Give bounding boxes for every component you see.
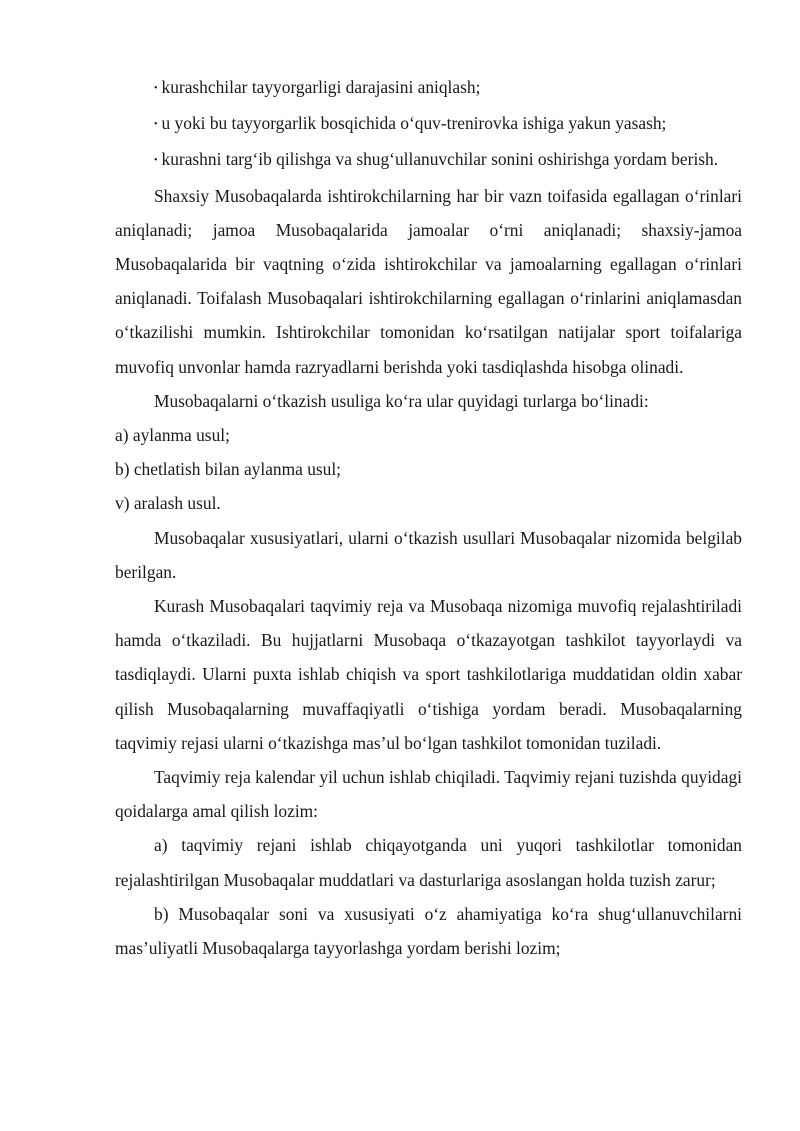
- method-item: a) aylanma usul;: [115, 425, 230, 446]
- bullet-icon: •: [154, 155, 158, 167]
- paragraph-plan-rules-intro: Taqvimiy reja kalendar yil uchun ishlab chiqiladi. Taqvimiy rejani tuzishda quyidagi qoidalarga amal qilish lozim:: [115, 767, 742, 822]
- bullet-icon: •: [154, 119, 158, 131]
- method-item: v) aralash usul.: [115, 493, 221, 514]
- paragraph-competition-types: Shaxsiy Musobaqalarda ishtirokchilarning har bir vazn toifasida egallagan o‘rinlari aniqlanadi; jamoa Musobaqalarida jamoalar o‘rni aniqlanadi; shaxsiy-jamoa Musobaqalarida bir vaqtning o‘zida ishtirokchilar va jamoalarning egallagan o‘rinlari aniqlanadi. Toifalash Musobaqalari ishtirokchilarning egallagan o‘rinlarini aniqlamasdan o‘tkazilishi mumkin. Ishtirokchilar tomonidan ko‘rsatilgan natijalar sport toifalariga muvofiq unvonlar hamda razryadlarni berishda yoki tasdiqlashda hisobga olinadi.: [115, 185, 742, 377]
- bullet-text: kurashchilar tayyorgarligi darajasini aniqlash;: [161, 77, 481, 97]
- paragraph-methods-intro: Musobaqalarni o‘tkazish usuliga ko‘ra ular quyidagi turlarga bo‘linadi:: [154, 390, 649, 411]
- bullet-item: [115, 142, 742, 178]
- bullet-text: u yoki bu tayyorgarlik bosqichida o‘quv-trenirovka ishiga yakun yasash;: [161, 113, 667, 134]
- paragraph-rule-b: b) Musobaqalar soni va xususiyati o‘z ahamiyatiga ko‘ra shug‘ullanuvchilarni mas’uliyatli Musobaqalarga tayyorlashga yordam berishi lozim;: [115, 903, 742, 959]
- document-page: [115, 70, 742, 965]
- paragraph-calendar-plan: Kurash Musobaqalari taqvimiy reja va Musobaqa nizomiga muvofiq rejalashtiriladi hamda o‘tkaziladi. Bu hujjatlarni Musobaqa o‘tkazayotgan tashkilot tayyorlaydi va tasdiqlaydi. Ularni puxta ishlab chiqish va sport tashkilotlariga muddatidan oldin xabar qilish Musobaqalarning muvaffaqiyatli o‘tishiga yordam beradi. Musobaqalarning taqvimiy rejasi ularni o‘tkazishga mas’ul bo‘lgan tashkilot tomonidan tuziladi.: [115, 596, 742, 753]
- bullet-item: [115, 106, 742, 142]
- paragraph-regulations: Musobaqalar xususiyatlari, ularni o‘tkazish usullari Musobaqalar nizomida belgilab berilgan.: [115, 527, 742, 582]
- paragraph-rule-a: a) taqvimiy rejani ishlab chiqayotganda uni yuqori tashkilotlar tomonidan rejalashtirilgan Musobaqalar muddatlari va dasturlariga asoslangan holda tuzish zarur;: [115, 835, 742, 890]
- bullet-icon: •: [154, 83, 158, 94]
- bullet-text: kurashni targ‘ib qilishga va shug‘ullanuvchilar sonini oshirishga yordam berish.: [161, 149, 719, 170]
- method-item: b) chetlatish bilan aylanma usul;: [115, 459, 342, 480]
- bullet-item: [115, 70, 742, 106]
